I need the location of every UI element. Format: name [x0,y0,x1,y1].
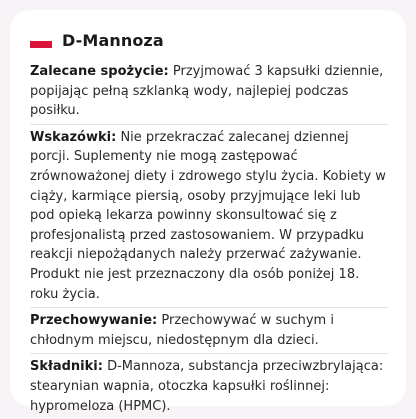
section-text: D-Mannoza, substancja przeciwzbrylająca: stearynian wapnia, otoczka kapsułki roślinnej: hypromeloza (HPMC). [30,359,384,414]
poland-flag-icon [30,34,52,48]
section-guidance [30,128,388,308]
section-storage [30,311,388,354]
section-dosage [30,62,388,125]
section-label: Składniki: [30,359,103,375]
section-text: Nie przekraczać zalecanej dziennej porcji. Suplementy nie mogą zastępować zrównoważonej diety i zdrowego stylu życia. Kobiety w ciąży, karmiące piersią, osoby przyjmujące leki lub pod opieką lekarza powinny skonsultować się z profesjonalistą przed zastosowaniem. W przypadku reakcji niepożądanych należy przerwać zażywanie. Produkt nie jest przeznaczony dla osób poniżej 18. roku życia. [30,129,386,302]
section-label: Przechowywanie: [30,313,158,329]
section-ingredients [30,357,388,419]
flag-red-stripe [30,41,52,48]
product-info-card [10,10,406,414]
product-title: D-Mannoza [62,31,164,50]
flag-white-stripe [30,34,52,41]
card-header [30,31,388,50]
section-label: Wskazówki: [30,129,117,145]
section-label: Zalecane spożycie: [30,64,169,79]
section-text: Przechowywać w suchym i chłodnym miejscu, niedostępnym dla dzieci. [30,313,334,348]
section-text: Przyjmować 3 kapsułki dziennie, popijając pełną szklanką wody, najlepiej podczas posiłku. [30,64,384,119]
